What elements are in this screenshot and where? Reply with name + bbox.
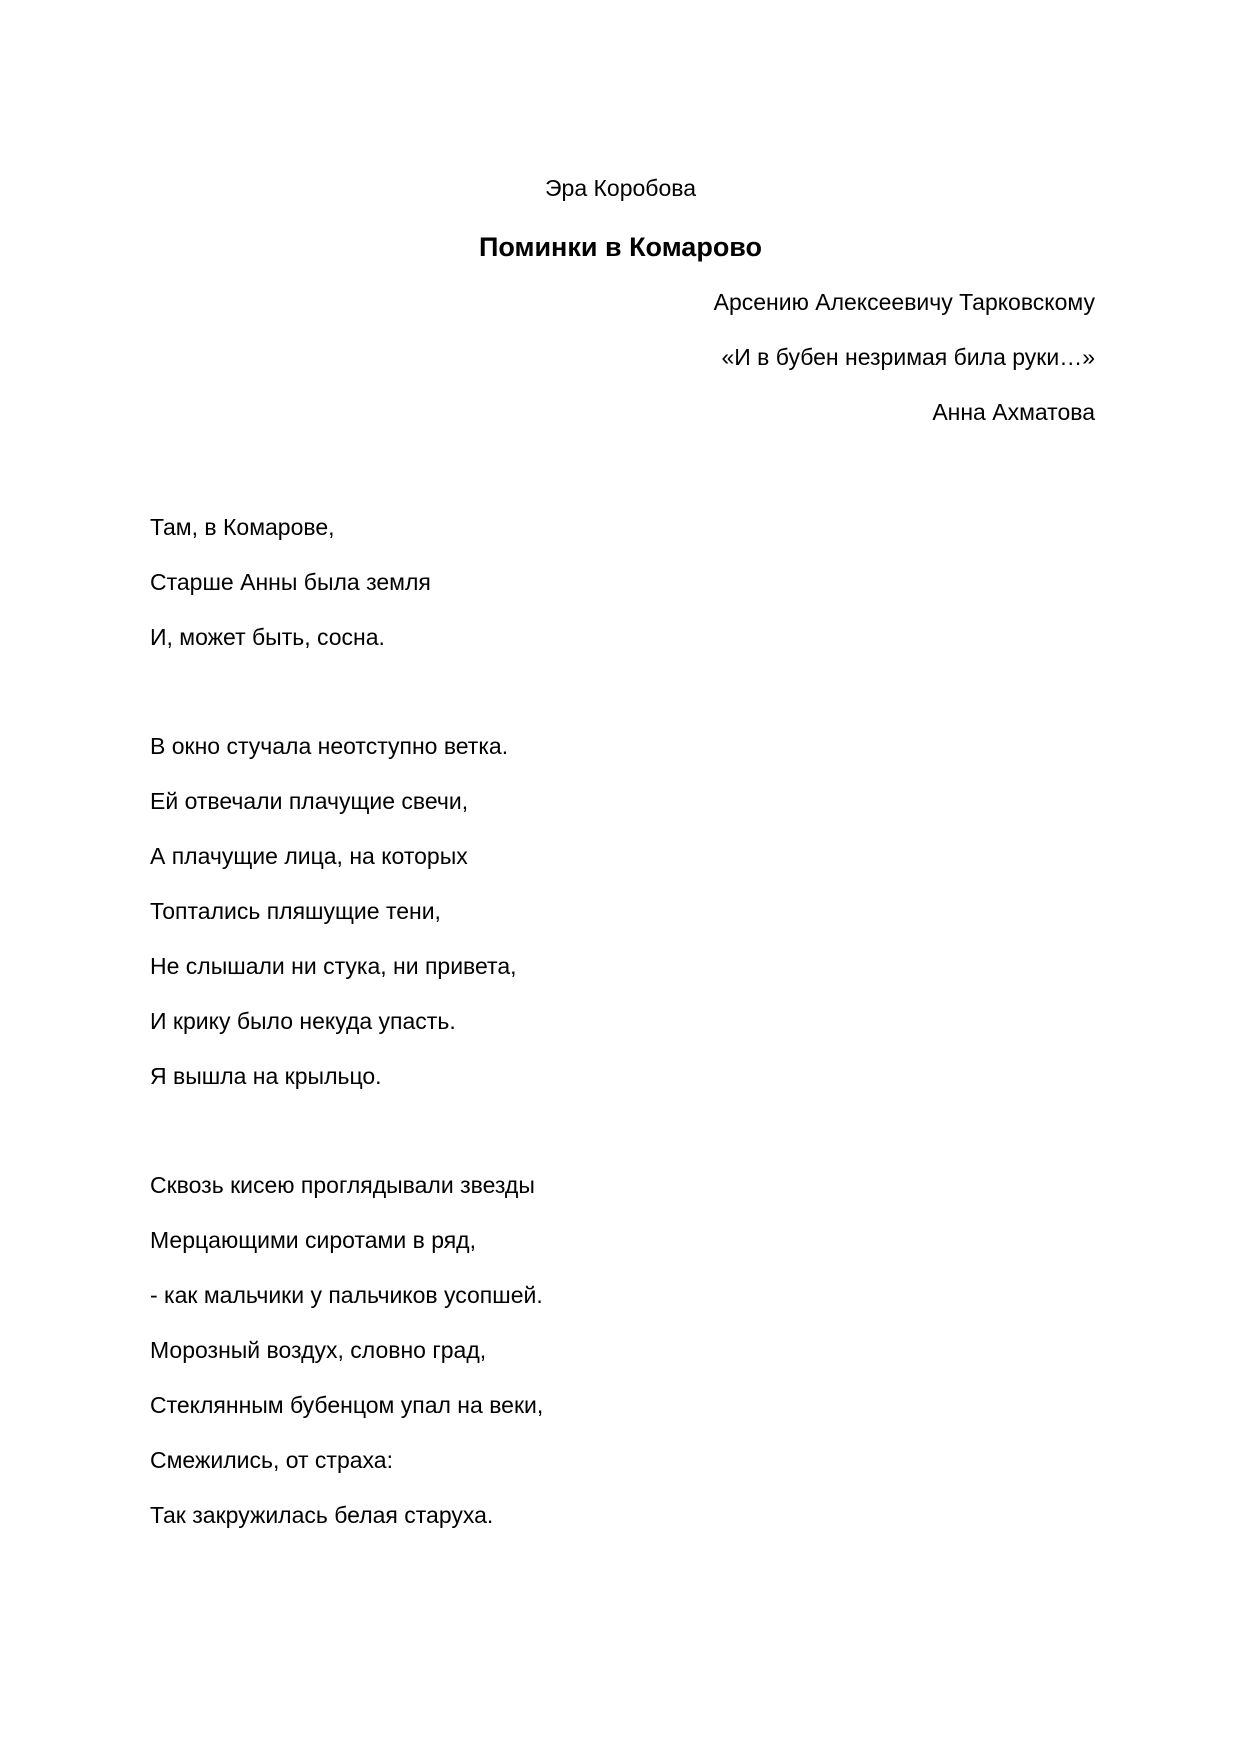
poem-author: Эра Коробова <box>545 175 696 201</box>
verse-line: Я вышла на крыльцо. <box>150 1063 382 1089</box>
verse-line: Стеклянным бубенцом упал на веки, <box>150 1392 544 1418</box>
verse-line: - как мальчики у пальчиков усопшей. <box>150 1282 543 1308</box>
verse-line: Ей отвечали плачущие свечи, <box>150 788 469 814</box>
verse-line: И, может быть, сосна. <box>150 624 385 650</box>
verse-line: Смежились, от страха: <box>150 1447 393 1473</box>
verse-line: В окно стучала неотступно ветка. <box>150 733 509 759</box>
verse-line: Старше Анны была земля <box>150 569 431 595</box>
verse-line: Морозный воздух, словно град, <box>150 1337 487 1363</box>
verse-line: И крику было некуда упасть. <box>150 1008 456 1034</box>
poem-dedication: Арсению Алексеевичу Тарковскому <box>713 289 1095 315</box>
verse-line: Так закружилась белая старуха. <box>150 1502 494 1528</box>
verse-line: Там, в Комарове, <box>150 514 335 540</box>
epigraph-author: Анна Ахматова <box>932 399 1095 425</box>
verse-line: Сквозь кисею проглядывали звезды <box>150 1172 535 1198</box>
verse-line: А плачущие лица, на которых <box>150 843 468 869</box>
poem-title: Поминки в Комарово <box>478 232 763 262</box>
verse-line: Не слышали ни стука, ни привета, <box>150 953 517 979</box>
verse-line: Мерцающими сиротами в ряд, <box>150 1227 476 1253</box>
verse-line: Топтались пляшущие тени, <box>150 898 441 924</box>
poem-epigraph: «И в бубен незримая била руки…» <box>721 344 1095 370</box>
